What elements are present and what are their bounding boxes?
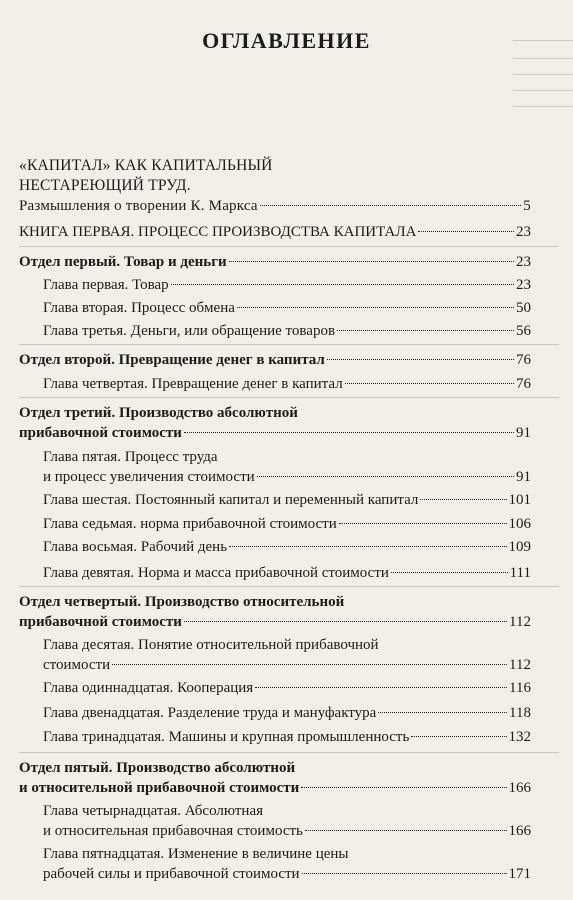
bleed-through-line [513,90,573,91]
page-number: 91 [516,425,531,441]
toc-entry-part[interactable] [19,592,531,632]
entry-text: прибавочной стоимости [19,614,182,630]
toc-entry-part[interactable] [19,252,531,272]
page-number: 50 [516,300,531,316]
page-number: 106 [508,516,531,532]
bleed-through-line [513,106,573,107]
entry-text: Глава пятая. Процесс труда [43,449,218,465]
entry-text: и процесс увеличения стоимости [43,469,255,485]
entry-text: Глава шестая. Постоянный капитал и переменный капитал [43,492,419,508]
toc-entry-chapter[interactable] [43,275,531,295]
entry-text: Отдел второй. Превращение денег в капитал [19,352,325,368]
entry-text: и относительная прибавочная стоимость [43,823,303,839]
entry-text: Глава третья. Деньги, или обращение товаров [43,323,336,339]
entry-text: Глава десятая. Понятие относительной прибавочной [43,637,379,653]
entry-text: Глава девятая. Норма и масса прибавочной стоимости [43,565,389,581]
entry-text: прибавочной стоимости [19,425,182,441]
entry-text: Глава вторая. Процесс обмена [43,300,235,316]
dot-leader [327,359,514,360]
dot-leader [345,383,514,384]
toc-entry-chapter[interactable] [43,447,531,487]
dot-leader [184,621,507,622]
toc-entry-chapter[interactable] [43,537,531,557]
divider [19,397,559,398]
page-number: 23 [516,277,531,293]
dot-leader [305,830,507,831]
page-number: 111 [509,565,531,581]
entry-text: Глава восьмая. Рабочий день [43,539,228,555]
toc-entry-part[interactable] [19,758,531,798]
book-title: КНИГА ПЕРВАЯ. ПРОЦЕСС ПРОИЗВОДСТВА КАПИТАЛА [19,224,417,240]
toc-entry-chapter[interactable] [43,678,531,698]
entry-text: Глава двенадцатая. Разделение труда и мануфактура [43,705,377,721]
toc-entry-chapter[interactable] [43,703,531,723]
dot-leader [171,284,514,285]
page-number: 166 [508,780,531,796]
dot-leader [257,476,514,477]
dot-leader [229,261,514,262]
divider [19,246,559,247]
dot-leader [255,687,507,688]
entry-text: рабочей силы и прибавочной стоимости [43,866,300,882]
dot-leader [302,873,507,874]
page-number: 132 [508,729,531,745]
page-number: 101 [508,492,531,508]
page-number: 166 [508,823,531,839]
toc-entry-chapter[interactable] [43,635,531,675]
divider [19,752,559,753]
divider [19,586,559,587]
entry-text: Глава седьмая. норма прибавочной стоимости [43,516,337,532]
dot-leader [411,736,506,737]
dot-leader [339,523,507,524]
toc-entry-book[interactable] [19,222,531,242]
page-number: 116 [509,680,531,696]
toc-entry-part[interactable] [19,403,531,443]
page-number: 112 [509,614,531,630]
bleed-through-line [513,74,573,75]
intro-line-1: «КАПИТАЛ» КАК КАПИТАЛЬНЫЙ [19,157,273,174]
bleed-through-line [513,58,573,59]
page-number: 118 [509,705,531,721]
toc-entry-part[interactable] [19,350,531,370]
dot-leader [229,546,506,547]
entry-text: Глава одиннадцатая. Кооперация [43,680,254,696]
page-number: 76 [516,376,531,392]
entry-text: стоимости [43,657,111,673]
entry-text: Глава первая. Товар [43,277,169,293]
toc-entry-chapter[interactable] [43,844,531,884]
entry-text: Глава четырнадцатая. Абсолютная [43,803,264,819]
toc-entry-chapter[interactable] [43,374,531,394]
toc-entry-chapter[interactable] [43,298,531,318]
entry-text: Глава пятнадцатая. Изменение в величине цены [43,846,349,862]
page-number: 23 [516,224,531,240]
page-number: 76 [516,352,531,368]
page-number: 23 [516,254,531,270]
dot-leader [260,205,522,206]
page-number: 109 [508,539,531,555]
toc-entry-chapter[interactable] [43,801,531,841]
toc-entry-chapter[interactable] [43,321,531,341]
entry-text: Глава четвертая. Превращение денег в капитал [43,376,343,392]
toc-entry-chapter[interactable] [43,563,531,583]
intro-line-3: Размышления о творении К. Маркса [19,198,258,214]
divider [19,344,559,345]
page-number: 112 [509,657,531,673]
dot-leader [378,712,507,713]
dot-leader [418,231,514,232]
entry-text: Отдел первый. Товар и деньги [19,254,227,270]
page-title: ОГЛАВЛЕНИЕ [202,28,371,53]
intro-line-2: НЕСТАРЕЮЩИЙ ТРУД. [19,177,191,194]
toc-entry-intro[interactable] [19,156,531,216]
dot-leader [420,499,506,500]
entry-text: Отдел пятый. Производство абсолютной [19,760,296,776]
dot-leader [112,664,507,665]
dot-leader [391,572,508,573]
toc-entry-chapter[interactable] [43,514,531,534]
dot-leader [237,307,514,308]
page-number: 91 [516,469,531,485]
page-number: 56 [516,323,531,339]
page-number: 5 [523,198,531,214]
toc-entry-chapter[interactable] [43,727,531,747]
entry-text: Отдел третий. Производство абсолютной [19,405,298,421]
dot-leader [184,432,514,433]
toc-entry-chapter[interactable] [43,490,531,510]
dot-leader [337,330,514,331]
entry-text: Отдел четвертый. Производство относительной [19,594,345,610]
entry-text: Глава тринадцатая. Машины и крупная промышленность [43,729,410,745]
dot-leader [301,787,506,788]
page-number: 171 [508,866,531,882]
entry-text: и относительной прибавочной стоимости [19,780,300,796]
